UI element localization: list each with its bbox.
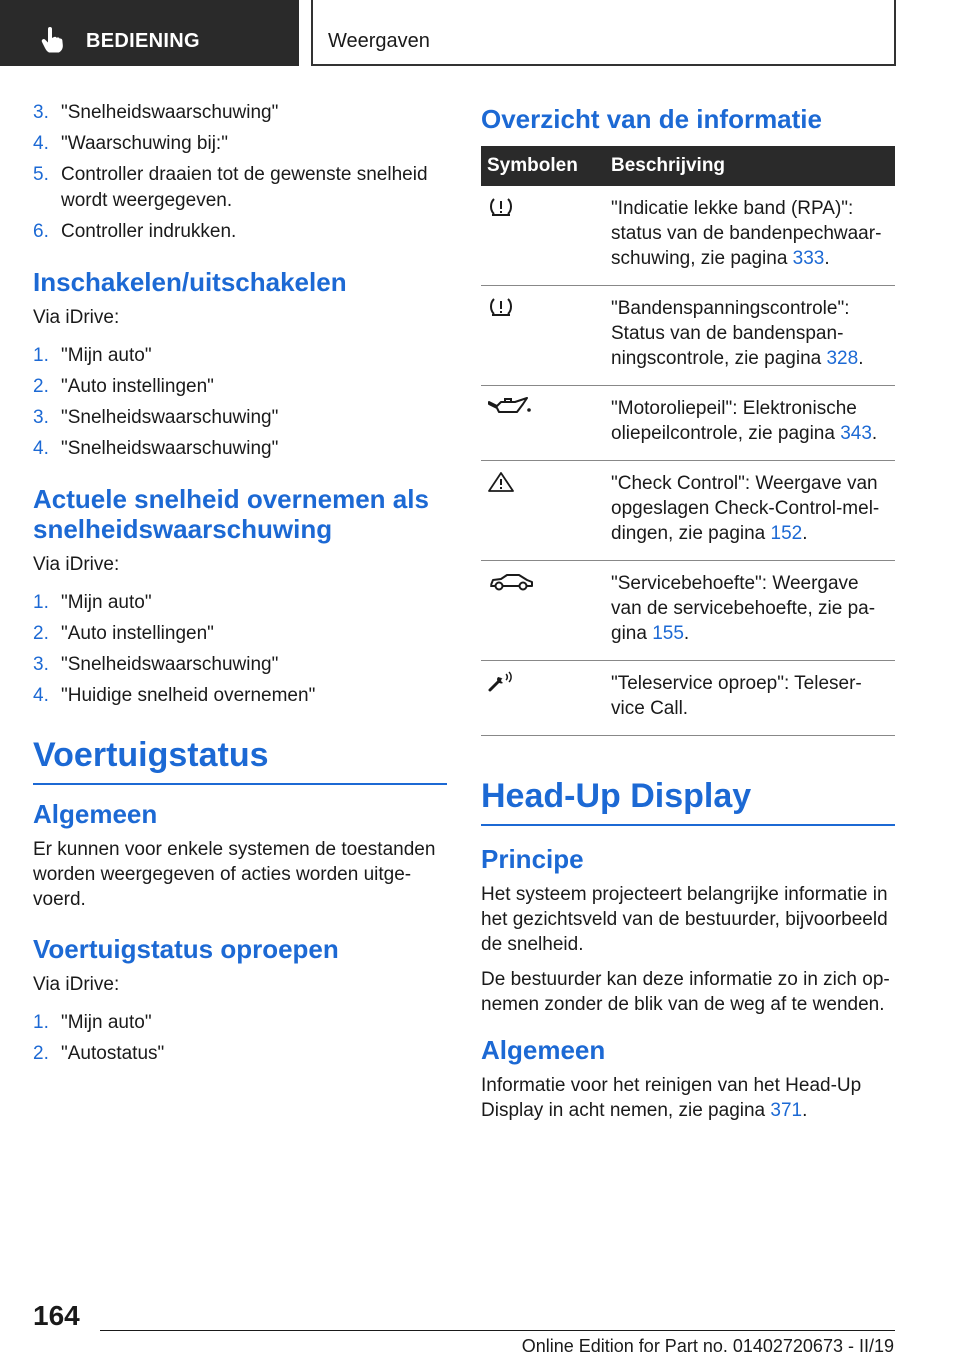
right-column — [481, 100, 895, 1133]
via-idrive: Via iDrive: — [33, 307, 120, 328]
description-cell: "Indicatie lekke band (RPA)": status van de bandenpechwaar‐schuwing, zie pagina 333. — [605, 186, 895, 286]
steps-actuele-snelheid — [33, 590, 447, 709]
symbol-cell — [481, 186, 605, 286]
page-number: 164 — [33, 1300, 80, 1331]
section-tab[interactable] — [0, 0, 299, 66]
warning-triangle-icon — [487, 471, 599, 493]
hand-pointer-icon — [40, 27, 66, 60]
section-heading-oproepen: Voertuigstatus oproepen — [33, 934, 339, 964]
list-item: 2. "Auto instellingen" — [33, 623, 214, 644]
symbol-cell — [481, 461, 605, 561]
section-heading-actuele-snelheid: Actuele snelheid overnemen als snelheidswaarschuwing — [33, 484, 429, 544]
section-label: BEDIENING — [86, 30, 200, 52]
table-row — [481, 561, 895, 661]
page-header — [0, 0, 960, 66]
page-link[interactable]: 371 — [770, 1100, 803, 1121]
page-link[interactable]: 343 — [840, 423, 872, 444]
list-item: 1. "Mijn auto" — [33, 592, 152, 613]
section-heading-inschakelen: Inschakelen/uitschakelen — [33, 267, 347, 297]
car-service-icon — [487, 571, 599, 593]
description-cell: "Motoroliepeil": Elektronische oliepeilcontrole, zie pagina 343. — [605, 386, 895, 461]
chapter-heading-head-up-display: Head-Up Display — [481, 776, 895, 826]
section-heading-principe: Principe — [481, 844, 584, 874]
info-table — [481, 146, 895, 736]
symbol-cell — [481, 286, 605, 386]
description-cell: "Bandenspanningscontrole": Status van de bandenspan‐ningscontrole, zie pagina 328. — [605, 286, 895, 386]
via-idrive: Via iDrive: — [33, 974, 120, 995]
list-item: 5. Controller draaien tot de gewenste snelheid wordt weergegeven. — [33, 164, 428, 211]
symbol-cell — [481, 661, 605, 736]
description-cell: "Check Control": Weergave van opgeslagen Check-Control-mel‐dingen, zie pagina 152. — [605, 461, 895, 561]
chapter-heading-voertuigstatus: Voertuigstatus — [33, 735, 447, 785]
principe-text-1: Het systeem projecteert belangrijke informatie in het gezichtsveld van de bestuurder, bijvoorbeeld de snelheid. — [481, 884, 888, 955]
list-item: 1. "Mijn auto" — [33, 1012, 152, 1033]
list-item: 2. "Auto instellingen" — [33, 376, 214, 397]
via-idrive: Via iDrive: — [33, 554, 120, 575]
list-item: 6. Controller indrukken. — [33, 221, 237, 242]
oil-can-icon — [487, 396, 599, 418]
list-item: 4. "Waarschuwing bij:" — [33, 133, 228, 154]
steps-top — [33, 100, 447, 245]
page-link[interactable]: 328 — [826, 348, 859, 369]
left-column — [33, 100, 447, 1072]
page-link[interactable]: 333 — [792, 248, 825, 269]
table-header-row — [481, 146, 895, 186]
list-item: 4. "Huidige snelheid overnemen" — [33, 685, 316, 706]
description-cell: "Teleservice oproep": Teleser‐vice Call. — [605, 661, 895, 736]
column-header-symbolen: Symbolen — [481, 146, 605, 186]
list-item: 3. "Snelheidswaarschuwing" — [33, 407, 279, 428]
chapter-label: Weergaven — [328, 30, 430, 52]
table-row — [481, 386, 895, 461]
page-link[interactable]: 152 — [770, 523, 803, 544]
list-item: 3. "Snelheidswaarschuwing" — [33, 102, 279, 123]
tire-pressure-icon — [487, 196, 599, 218]
section-heading-algemeen-hud: Algemeen — [481, 1035, 606, 1065]
list-item: 4. "Snelheidswaarschuwing" — [33, 438, 279, 459]
symbol-cell — [481, 561, 605, 661]
description-cell: "Servicebehoefte": Weergave van de servicebehoefte, zie pa‐gina 155. — [605, 561, 895, 661]
tire-pressure-monitor-icon — [487, 296, 599, 318]
section-heading-overzicht: Overzicht van de informatie — [481, 104, 822, 134]
list-item: 2. "Autostatus" — [33, 1043, 165, 1064]
steps-inschakelen — [33, 343, 447, 462]
algemeen-hud-text: Informatie voor het reinigen van het Head-Up Display in acht nemen, zie pagina 371. — [481, 1075, 862, 1121]
table-row — [481, 186, 895, 286]
symbol-cell — [481, 386, 605, 461]
list-item: 3. "Snelheidswaarschuwing" — [33, 654, 279, 675]
table-row — [481, 461, 895, 561]
table-row — [481, 286, 895, 386]
footer-divider — [100, 1330, 895, 1331]
list-item: 1. "Mijn auto" — [33, 345, 152, 366]
wrench-signal-icon — [487, 671, 599, 693]
algemeen-text: Er kunnen voor enkele systemen de toestanden worden weergegeven of acties worden uitge‐voerd. — [33, 839, 436, 910]
page-link[interactable]: 155 — [652, 623, 684, 644]
steps-oproepen — [33, 1010, 447, 1067]
section-heading-algemeen: Algemeen — [33, 799, 158, 829]
chapter-tab[interactable] — [311, 0, 896, 66]
edition-note: Online Edition for Part no. 01402720673 - II/19 — [521, 1336, 894, 1356]
principe-text-2: De bestuurder kan deze informatie zo in zich op‐nemen zonder de blik van de weg af te wenden. — [481, 969, 890, 1015]
column-header-beschrijving: Beschrijving — [605, 146, 895, 186]
table-row — [481, 661, 895, 736]
